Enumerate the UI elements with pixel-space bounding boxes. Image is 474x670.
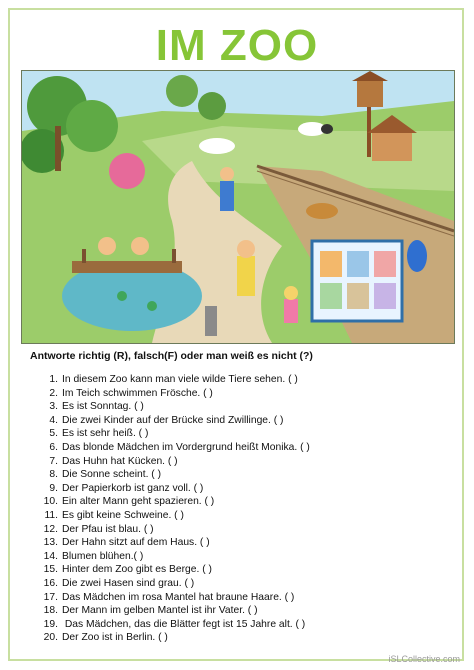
question-number: 12. [43,523,58,535]
question-number: 11. [44,509,58,521]
question-text: Die zwei Hasen sind grau. ( ) [62,577,195,589]
question-number: 7. [49,455,58,467]
question-list [40,373,450,645]
question-number: 19. [43,618,58,630]
question-number: 17. [43,591,58,603]
question-number: 14. [43,550,58,562]
list-item [40,550,450,564]
list-item [40,523,450,537]
list-item [40,591,450,605]
question-text: Im Teich schwimmen Frösche. ( ) [62,387,213,399]
question-number: 2. [49,387,58,399]
list-item [40,604,450,618]
question-text: Es ist Sonntag. ( ) [62,401,144,413]
list-item [40,427,450,441]
list-item [40,536,450,550]
list-item [40,631,450,645]
question-text: Die zwei Kinder auf der Brücke sind Zwillinge. ( ) [62,414,284,426]
list-item [40,563,450,577]
question-number: 15. [43,564,58,576]
question-number: 5. [49,428,58,440]
question-text: Der Papierkorb ist ganz voll. ( ) [62,482,204,494]
question-text: Der Mann im gelben Mantel ist ihr Vater. ( ) [62,605,258,617]
list-item [40,468,450,482]
list-item [40,509,450,523]
question-number: 13. [43,537,58,549]
question-number: 16. [43,577,58,589]
list-item [40,373,450,387]
question-text: Der Pfau ist blau. ( ) [62,523,154,535]
list-item [40,400,450,414]
question-number: 18. [43,605,58,617]
question-text: Das Mädchen, das die Blätter fegt ist 15 Jahre alt. ( ) [62,618,306,630]
list-item [40,441,450,455]
list-item [40,482,450,496]
list-item [40,414,450,428]
question-number: 20. [43,632,58,644]
question-text: Das Huhn hat Kücken. ( ) [62,455,178,467]
question-text: Hinter dem Zoo gibt es Berge. ( ) [62,564,212,576]
question-number: 8. [49,469,58,481]
list-item [40,455,450,469]
question-number: 9. [49,482,58,494]
footer-watermark: iSLCollective.com [388,654,460,664]
question-number: 4. [49,414,58,426]
question-text: Es gibt keine Schweine. ( ) [62,509,184,521]
page-title: IM ZOO [155,21,319,70]
list-item [40,495,450,509]
list-item [40,387,450,401]
zoo-illustration [21,70,455,344]
question-text: Ein alter Mann geht spazieren. ( ) [62,496,215,508]
question-text: Es ist sehr heiß. ( ) [62,428,149,440]
question-text: Das Mädchen im rosa Mantel hat braune Haare. ( ) [62,591,295,603]
question-text: Die Sonne scheint. ( ) [62,469,162,481]
question-text: Der Hahn sitzt auf dem Haus. ( ) [62,537,210,549]
question-number: 1. [49,374,58,385]
question-text: Das blonde Mädchen im Vordergrund heißt Monika. ( ) [62,441,310,453]
question-number: 3. [49,401,58,413]
question-text: Blumen blühen.( ) [62,550,144,562]
list-item [40,618,450,632]
instruction-text: Antworte richtig (R), falsch(F) oder man weiß es nicht (?) [30,350,313,362]
list-item [40,577,450,591]
question-text: Der Zoo ist in Berlin. ( ) [62,632,168,644]
question-number: 10. [43,496,58,508]
question-number: 6. [49,441,58,453]
question-text: In diesem Zoo kann man viele wilde Tiere sehen. ( ) [62,374,298,385]
